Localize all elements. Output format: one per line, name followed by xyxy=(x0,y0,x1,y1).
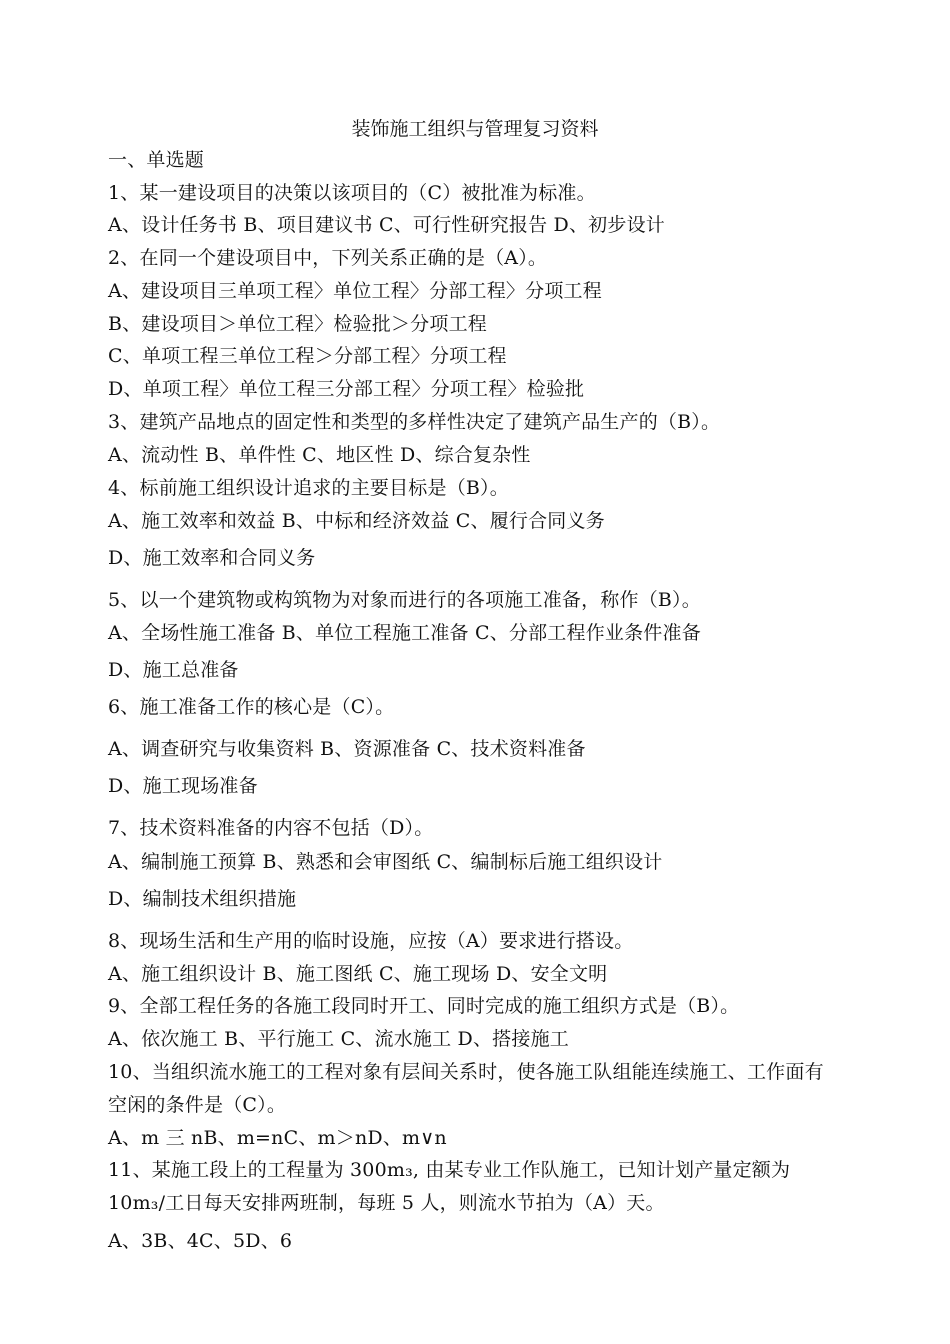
question-line: 3、建筑产品地点的固定性和类型的多样性决定了建筑产品生产的（B）。 xyxy=(108,411,721,433)
section-heading: 一、单选题 xyxy=(108,149,205,171)
question-line: 空闲的条件是（C）。 xyxy=(108,1094,287,1116)
option-line: D、施工总准备 xyxy=(108,659,239,681)
question-line: 9、全部工程任务的各施工段同时开工、同时完成的施工组织方式是（B）。 xyxy=(108,995,740,1017)
option-line: A、编制施工预算 B、熟悉和会审图纸 C、编制标后施工组织设计 xyxy=(108,851,663,873)
option-line: A、流动性 B、单件性 C、地区性 D、综合复杂性 xyxy=(108,444,531,466)
option-line: A、施工组织设计 B、施工图纸 C、施工现场 D、安全文明 xyxy=(108,963,608,985)
question-line: 1、某一建设项目的决策以该项目的（C）被批准为标准。 xyxy=(108,182,596,204)
question-line: 4、标前施工组织设计追求的主要目标是（B）。 xyxy=(108,477,509,499)
option-line: A、施工效率和效益 B、中标和经济效益 C、履行合同义务 xyxy=(108,510,605,532)
question-line: 10、当组织流水施工的工程对象有层间关系时，使各施工队组能连续施工、工作面有 xyxy=(108,1061,824,1083)
document-title: 装饰施工组织与管理复习资料 xyxy=(351,118,599,140)
option-line: D、编制技术组织措施 xyxy=(108,888,297,910)
option-line: A、m 三 nB、m=nC、m＞nD、m∨n xyxy=(108,1127,447,1149)
option-line: D、施工现场准备 xyxy=(108,775,258,797)
question-line: 2、在同一个建设项目中，下列关系正确的是（A）。 xyxy=(108,247,548,269)
option-line: A、3B、4C、5D、6 xyxy=(108,1230,293,1252)
question-line: 8、现场生活和生产用的临时设施，应按（A）要求进行搭设。 xyxy=(108,930,634,952)
question-line: 11、某施工段上的工程量为 300m₃, 由某专业工作队施工，已知计划产量定额为 xyxy=(108,1159,791,1181)
option-line: D、单项工程〉单位工程三分部工程〉分项工程〉检验批 xyxy=(108,378,585,400)
option-line: C、单项工程三单位工程＞分部工程〉分项工程 xyxy=(108,345,507,367)
question-line: 10m₃/工日每天安排两班制，每班 5 人，则流水节拍为（A）天。 xyxy=(108,1192,665,1214)
option-line: A、建设项目三单项工程〉单位工程〉分部工程〉分项工程 xyxy=(108,280,602,302)
option-line: B、建设项目＞单位工程〉检验批＞分项工程 xyxy=(108,313,487,335)
option-line: A、调查研究与收集资料 B、资源准备 C、技术资料准备 xyxy=(108,738,586,760)
option-line: A、设计任务书 B、项目建议书 C、可行性研究报告 D、初步设计 xyxy=(108,214,665,236)
question-line: 5、以一个建筑物或构筑物为对象而进行的各项施工准备，称作（B）。 xyxy=(108,589,701,611)
option-line: A、全场性施工准备 B、单位工程施工准备 C、分部工程作业条件准备 xyxy=(108,622,701,644)
option-line: A、依次施工 B、平行施工 C、流水施工 D、搭接施工 xyxy=(108,1028,569,1050)
option-line: D、施工效率和合同义务 xyxy=(108,547,316,569)
question-line: 6、施工准备工作的核心是（C）。 xyxy=(108,696,395,718)
question-line: 7、技术资料准备的内容不包括（D）。 xyxy=(108,817,434,839)
